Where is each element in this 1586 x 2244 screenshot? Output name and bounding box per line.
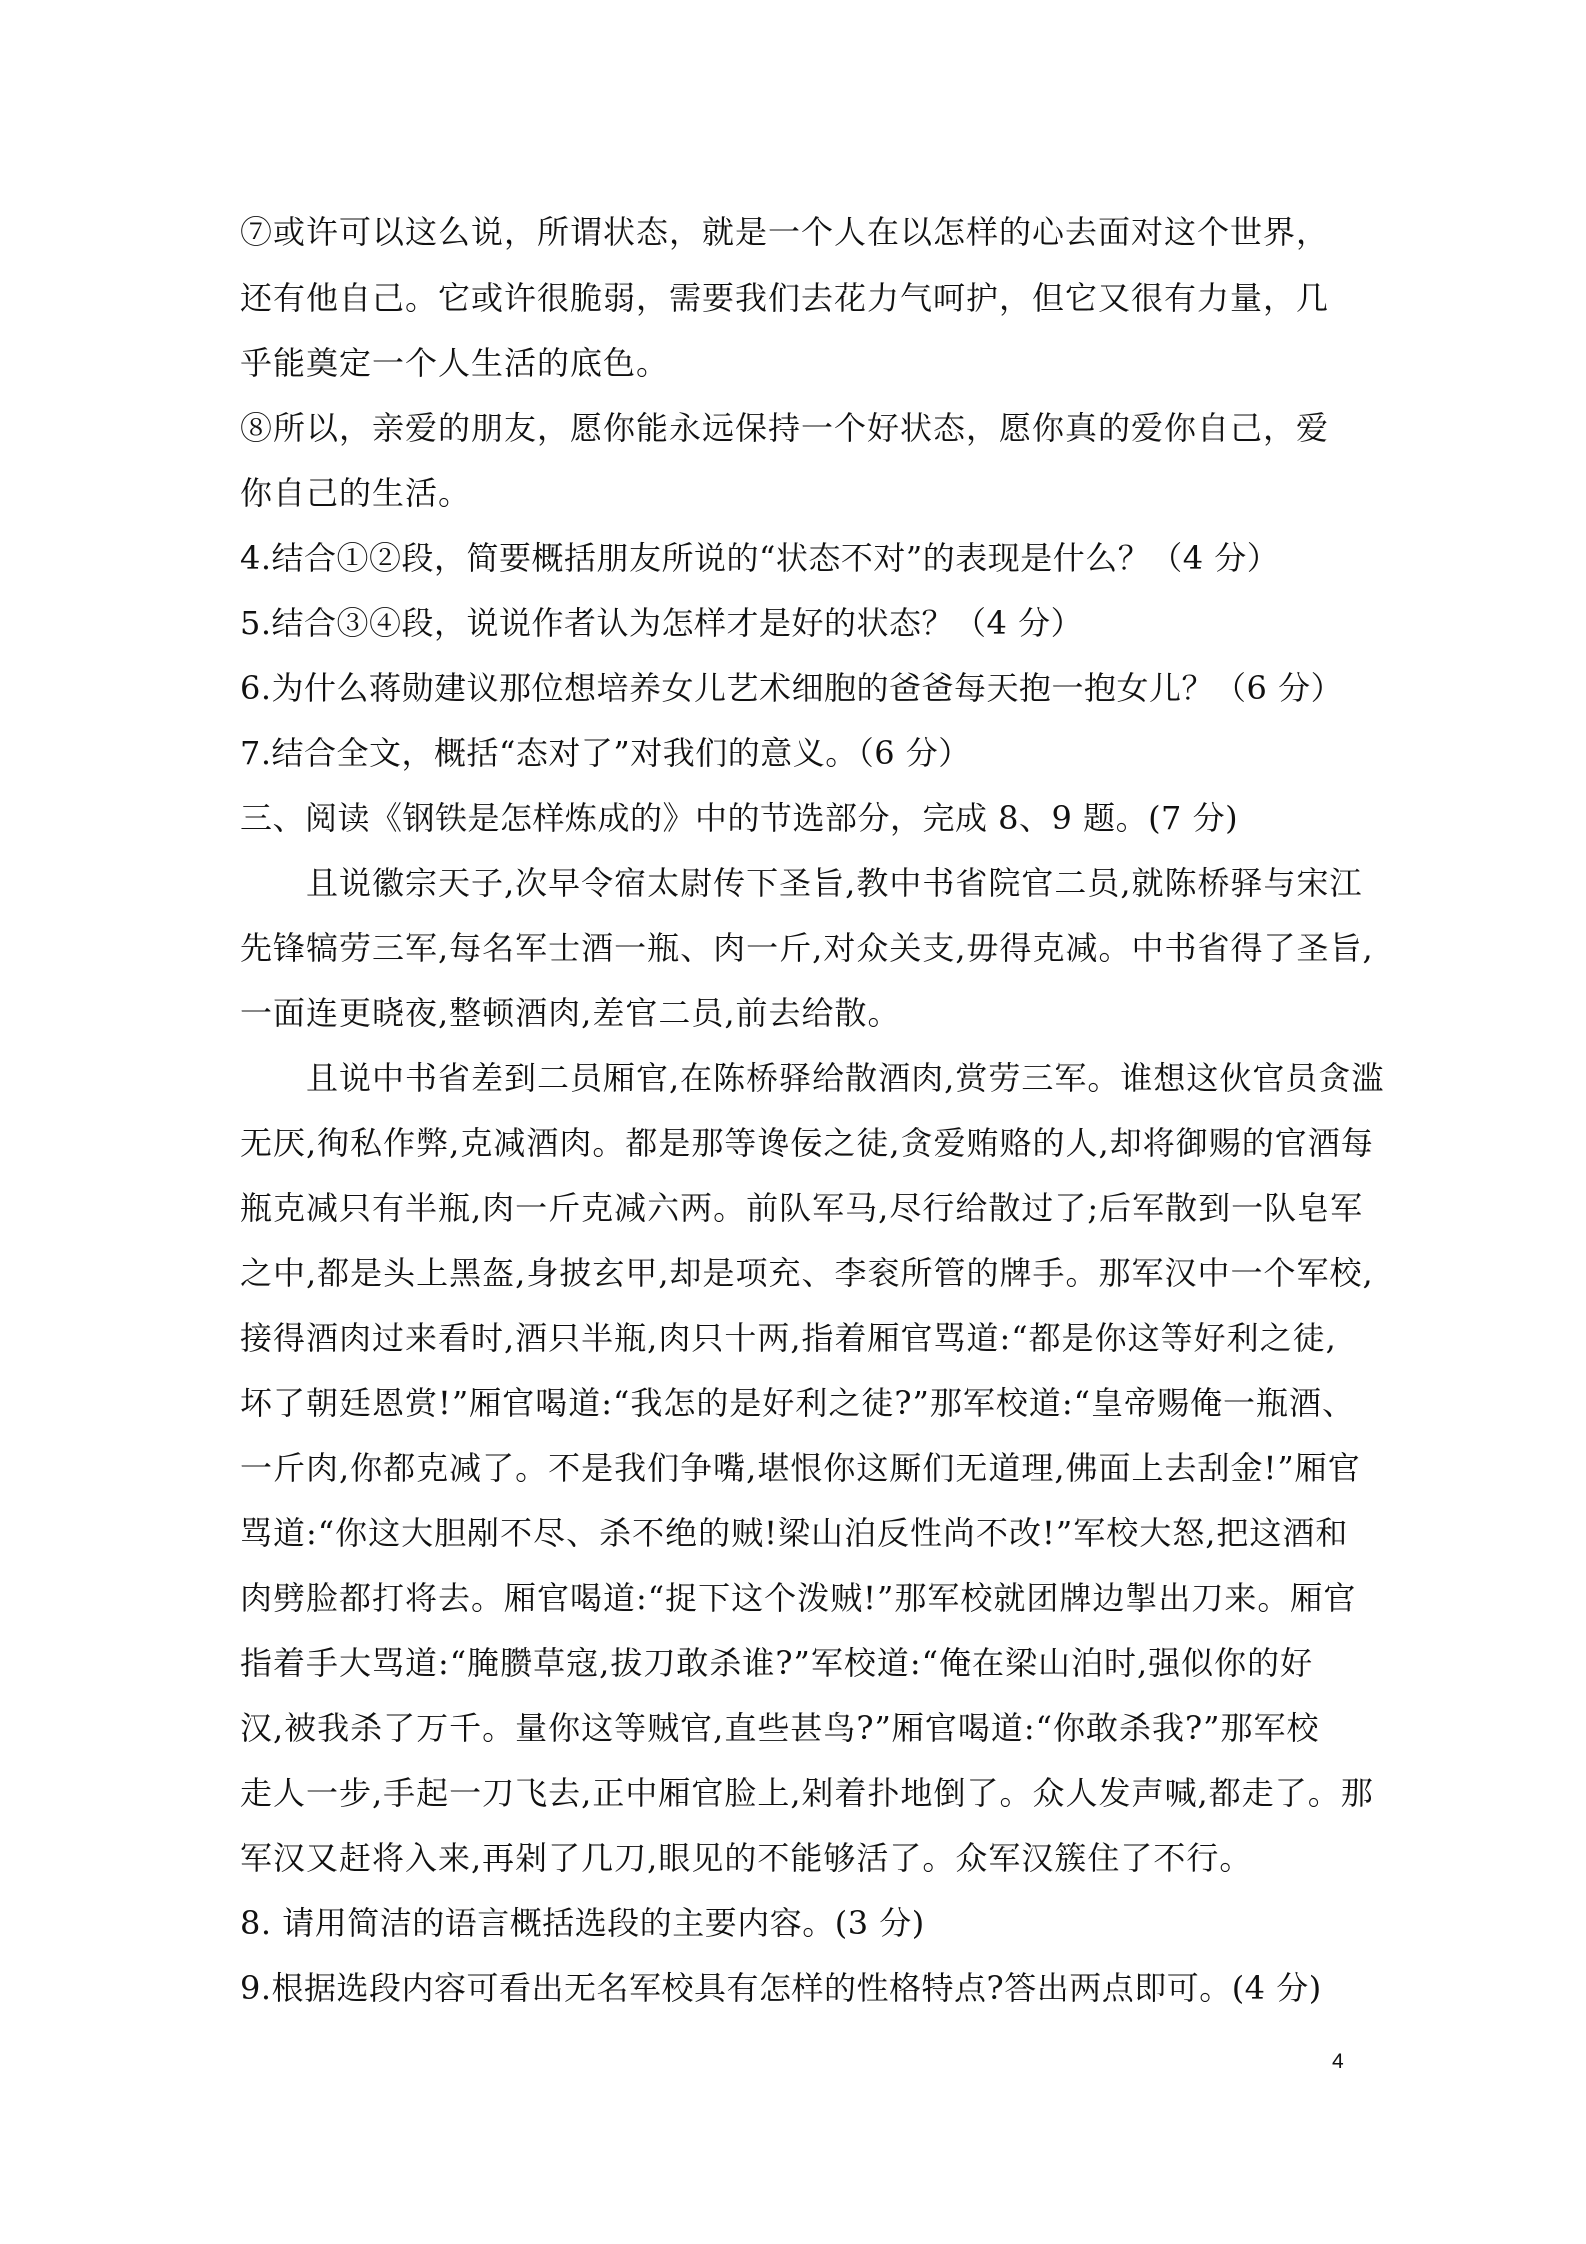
excerpt-paragraph-2-line-13: 军汉又赶将入来,再剁了几刀,眼见的不能够活了。众军汉簇住了不行。: [240, 1839, 1253, 1877]
excerpt-paragraph-2-line-3: 瓶克减只有半瓶,肉一斤克减六两。前队军马,尽行给散过了;后军散到一队皂军: [240, 1189, 1364, 1227]
paragraph-7-line-3: 乎能奠定一个人生活的底色。: [240, 344, 670, 382]
excerpt-paragraph-2-line-9: 肉劈脸都打将去。厢官喝道:“捉下这个泼贼!”那军校就团牌边掣出刀来。厢官: [240, 1579, 1357, 1617]
question-9: 9.根据选段内容可看出无名军校具有怎样的性格特点?答出两点即可。(4 分): [240, 1969, 1322, 2007]
paragraph-8-line-1: ⑧所以，亲爱的朋友，愿你能永远保持一个好状态，愿你真的爱你自己，爱: [240, 409, 1330, 447]
question-8: 8. 请用简洁的语言概括选段的主要内容。(3 分): [240, 1904, 925, 1942]
page-number: 4: [1332, 2050, 1344, 2073]
paragraph-7-line-1: ⑦或许可以这么说，所谓状态，就是一个人在以怎样的心去面对这个世界，: [240, 213, 1330, 251]
excerpt-paragraph-2-line-8: 骂道:“你这大胆剐不尽、杀不绝的贼!梁山泊反性尚不改!”军校大怒,把这酒和: [240, 1514, 1349, 1552]
excerpt-paragraph-1-line-1: 且说徽宗天子,次早令宿太尉传下圣旨,教中书省院官二员,就陈桥驿与宋江: [306, 864, 1363, 902]
question-6: 6.为什么蒋勋建议那位想培养女儿艺术细胞的爸爸每天抱一抱女儿？（6 分）: [240, 669, 1344, 707]
excerpt-paragraph-2-line-4: 之中,都是头上黑盔,身披玄甲,却是项充、李衮所管的牌手。那军汉中一个军校,: [240, 1254, 1374, 1292]
excerpt-paragraph-2-line-10: 指着手大骂道:“腌臜草寇,拔刀敢杀谁?”军校道:“俺在梁山泊时,强似你的好: [240, 1644, 1314, 1682]
question-5: 5.结合③④段，说说作者认为怎样才是好的状态？（4 分）: [240, 604, 1084, 642]
excerpt-paragraph-2-line-1: 且说中书省差到二员厢官,在陈桥驿给散酒肉,赏劳三军。谁想这伙官员贪滥: [306, 1059, 1385, 1097]
excerpt-paragraph-2-line-6: 坏了朝廷恩赏!”厢官喝道:“我怎的是好利之徒?”那军校道:“皇帝赐俺一瓶酒、: [240, 1384, 1356, 1422]
excerpt-paragraph-2-line-5: 接得酒肉过来看时,酒只半瓶,肉只十两,指着厢官骂道:“都是你这等好利之徒,: [240, 1319, 1337, 1357]
excerpt-paragraph-1-line-3: 一面连更晓夜,整顿酒肉,差官二员,前去给散。: [240, 994, 901, 1032]
paragraph-8-line-2: 你自己的生活。: [240, 474, 472, 512]
excerpt-paragraph-2-line-12: 走人一步,手起一刀飞去,正中厢官脸上,剁着扑地倒了。众人发声喊,都走了。那: [240, 1774, 1374, 1812]
paragraph-7-line-2: 还有他自己。它或许很脆弱，需要我们去花力气呵护，但它又很有力量，几: [240, 279, 1330, 317]
excerpt-paragraph-2-line-2: 无厌,徇私作弊,克减酒肉。都是那等谗佞之徒,贪爱贿赂的人,却将御赐的官酒每: [240, 1124, 1374, 1162]
question-4: 4.结合①②段，简要概括朋友所说的“状态不对”的表现是什么？（4 分）: [240, 539, 1280, 577]
question-7: 7.结合全文，概括“态对了”对我们的意义。（6 分）: [240, 734, 971, 772]
section-three-heading: 三、阅读《钢铁是怎样炼成的》中的节选部分，完成 8、9 题。(7 分): [240, 799, 1239, 837]
excerpt-paragraph-2-line-7: 一斤肉,你都克减了。不是我们争嘴,堪恨你这厮们无道理,佛面上去刮金!”厢官: [240, 1449, 1361, 1487]
excerpt-paragraph-2-line-11: 汉,被我杀了万千。量你这等贼官,直些甚鸟?”厢官喝道:“你敢杀我?”那军校: [240, 1709, 1320, 1747]
excerpt-paragraph-1-line-2: 先锋犒劳三军,每名军士酒一瓶、肉一斤,对众关支,毋得克减。中书省得了圣旨,: [240, 929, 1374, 967]
